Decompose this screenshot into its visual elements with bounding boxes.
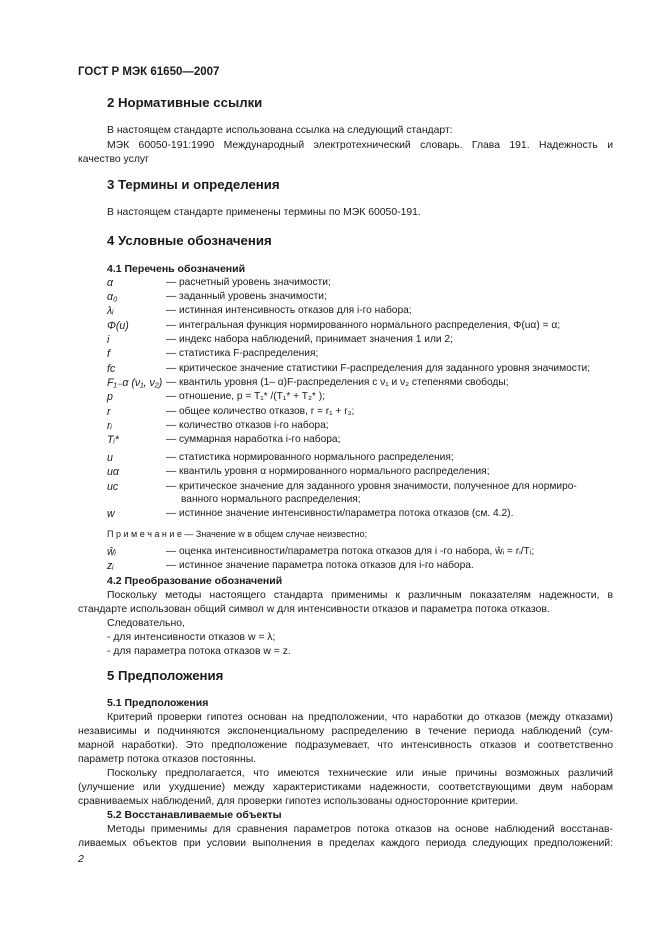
definition: — количество отказов i-го набора; [166,420,329,431]
s4-2-line-3: Следовательно, [107,618,185,629]
s2-line-2: МЭК 60050-191:1990 Международный электротехнический словарь. Глава 191. Надежность и [107,140,613,151]
definition: — оценка интенсивности/параметра потока отказов для i -го набора, ŵᵢ = rᵢ/Tᵢ; [166,546,535,557]
definition: — интегральная функция нормированного нормального распределения, Φ(uα) = α; [166,320,561,331]
definition: — общее количество отказов, r = r₁ + r₂; [166,406,355,417]
definition: — статистика нормированного нормального распределения; [166,452,454,463]
s5-1-line-2: независимы и подчиняются экспоненциальному распределению в течение периода наблюдений (сум- [78,726,613,737]
definition: — критическое значение статистики F-распределения для заданного уровня значимости; [166,363,591,374]
definition: — критическое значение для заданного уровня значимости, полученное для нормиро- [166,481,577,492]
s5-1-line-5: Поскольку предполагается, что имеются технические или иные причины возможных различий [107,768,613,779]
subsection-5-1-title: 5.1 Предположения [107,697,209,709]
definition: — суммарная наработка i-го набора; [166,434,341,445]
section-5-title: 5 Предположения [107,668,224,683]
definition: — истинное значение интенсивности/параметра потока отказов (см. 4.2). [166,508,514,519]
definition: — истинная интенсивность отказов для i-го набора; [166,305,412,316]
symbol: zᵢ [107,560,114,572]
symbol: Φ(u) [107,320,129,332]
definition: — отношение, p = T₁* /(T₁* + T₂* ); [166,391,325,402]
symbol: α₀ [107,291,118,303]
section-2-title: 2 Нормативные ссылки [107,95,263,110]
s5-2-line-2: ливаемых объектов при условии выполнения в пределах каждого периода следующих предположений: [78,838,613,849]
symbol: i [107,334,110,346]
symbol: fc [107,363,116,375]
page-header: ГОСТ Р МЭК 61650—2007 [78,66,220,78]
definition: — квантиль уровня (1– α)F-распределения с ν₁ и ν₂ степенями свободы; [166,377,509,388]
definition: — истинное значение параметра потока отказов для i-го набора. [166,560,474,571]
s4-2-line-5: - для параметра потока отказов w = z. [107,646,291,657]
definition: — заданный уровень значимости; [166,291,327,302]
symbol: uα [107,466,119,478]
s5-1-line-4: параметр потока отказов постоянны. [78,754,257,765]
s5-1-line-3: марной наработки). Это предположение подразумевает, что интенсивность отказов и соответственно [78,740,613,751]
definition: — квантиль уровня α нормированного нормального распределения; [166,466,490,477]
note: П р и м е ч а н и е — Значение w в общем случае неизвестно; [107,529,368,539]
symbol: λᵢ [107,305,114,317]
s4-2-line-2: стандарте использован общий символ w для интенсивности отказов и параметра потока отказов. [78,604,550,615]
s5-2-line-1: Методы применимы для сравнения параметров потока отказов на основе наблюдений восстанав- [107,824,613,835]
s2-line-1: В настоящем стандарте использована ссылка на следующий стандарт: [107,125,453,136]
subsection-4-1-title: 4.1 Перечень обозначений [107,263,246,275]
s5-1-line-6: (улучшение или ухудшение) между характеристиками надежности, соответствующими двум наборам [78,782,613,793]
subsection-4-2-title: 4.2 Преобразование обозначений [107,575,283,587]
symbol: rᵢ [107,420,112,432]
symbol: α [107,277,114,289]
subsection-5-2-title: 5.2 Восстанавливаемые объекты [107,809,282,821]
symbol: p [107,391,113,403]
definition: — расчетный уровень значимости; [166,277,331,288]
section-4-title: 4 Условные обозначения [107,233,272,248]
definition: — индекс набора наблюдений, принимает значения 1 или 2; [166,334,453,345]
symbol: F₁₋α (ν₁, ν₂) [107,377,163,389]
s5-1-line-7: сравниваемых наблюдений, для проверки гипотез использованы односторонние критерии. [78,796,519,807]
s2-line-3: качество услуг [78,154,149,165]
s4-2-line-1: Поскольку методы настоящего стандарта применимы к различным показателям надежности, в [107,590,613,601]
symbol: r [107,406,111,418]
symbol: f [107,348,110,360]
section-3-title: 3 Термины и определения [107,177,280,192]
symbol: w [107,508,115,520]
symbol: uc [107,481,119,493]
s3-line-1: В настоящем стандарте применены термины по МЭК 60050-191. [107,207,421,218]
page-number: 2 [78,853,84,865]
definition-continued: ванного нормального распределения; [181,494,361,505]
definition: — статистика F-распределения; [166,348,319,359]
symbol: Tᵢ* [107,434,119,446]
s5-1-line-1: Критерий проверки гипотез основан на предположении, что наработки до отказов (между отказами) [107,712,613,723]
symbol: ŵᵢ [107,546,116,558]
s4-2-line-4: - для интенсивности отказов w = λ; [107,632,276,643]
symbol: u [107,452,113,464]
